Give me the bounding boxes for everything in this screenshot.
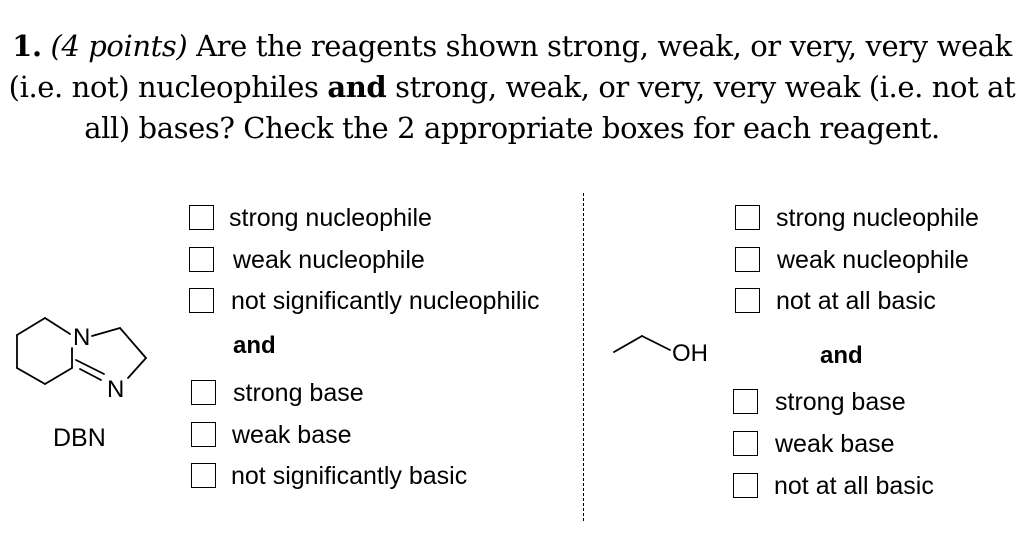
question-line-1 (0, 26, 1024, 67)
dbn-name: DBN (53, 424, 106, 452)
right-not-basic-label-2: not at all basic (774, 472, 934, 500)
right-weak-base-checkbox[interactable] (733, 431, 758, 456)
left-strong-base-checkbox[interactable] (191, 380, 216, 405)
left-strong-base-label: strong base (233, 379, 364, 407)
left-weak-nucleophile-checkbox[interactable] (189, 247, 214, 272)
ethanol-oh-label: OH (672, 340, 708, 367)
question-text-a: Are the reagents shown strong, weak, or very, very weak (187, 29, 1012, 63)
left-not-basic-label: not significantly basic (231, 462, 468, 490)
left-strong-nucleophile-checkbox[interactable] (189, 205, 214, 230)
right-weak-nucleophile-label: weak nucleophile (777, 246, 969, 274)
right-not-basic-checkbox-2[interactable] (733, 473, 758, 498)
question-text (0, 26, 1024, 149)
left-not-basic-checkbox[interactable] (191, 463, 216, 488)
question-number: 1. (12, 29, 42, 63)
right-weak-nucleophile-checkbox[interactable] (735, 247, 760, 272)
right-strong-base-label: strong base (775, 388, 906, 416)
right-strong-base-checkbox[interactable] (733, 389, 758, 414)
right-not-basic-label-1: not at all basic (776, 287, 936, 315)
right-strong-nucleophile-checkbox[interactable] (735, 205, 760, 230)
left-strong-nucleophile-label: strong nucleophile (229, 204, 432, 232)
right-not-basic-checkbox-1[interactable] (735, 288, 760, 313)
left-not-nucleophilic-checkbox[interactable] (189, 288, 214, 313)
dbn-atom-n2: N (107, 376, 125, 403)
left-weak-base-label: weak base (232, 421, 352, 449)
left-and-label: and (233, 332, 276, 359)
question-points: (4 points) (50, 29, 188, 63)
right-strong-nucleophile-label: strong nucleophile (776, 204, 979, 232)
dbn-atom-n1: N (73, 324, 91, 351)
column-divider (583, 193, 584, 521)
left-weak-base-checkbox[interactable] (191, 422, 216, 447)
ethanol-structure (610, 325, 720, 370)
right-weak-base-label: weak base (775, 430, 895, 458)
question-line-2 (0, 67, 1024, 108)
question-text-b-end: strong, weak, or very, very weak (i.e. not at (386, 70, 1016, 104)
question-and-bold: and (327, 70, 387, 104)
dbn-structure (0, 310, 170, 410)
right-and-label: and (820, 342, 863, 369)
left-not-nucleophilic-label: not significantly nucleophilic (231, 287, 540, 315)
question-text-b: (i.e. not) nucleophiles (8, 70, 328, 104)
left-weak-nucleophile-label: weak nucleophile (233, 246, 425, 274)
question-line-3: all) bases? Check the 2 appropriate boxes for each reagent. (84, 111, 940, 145)
